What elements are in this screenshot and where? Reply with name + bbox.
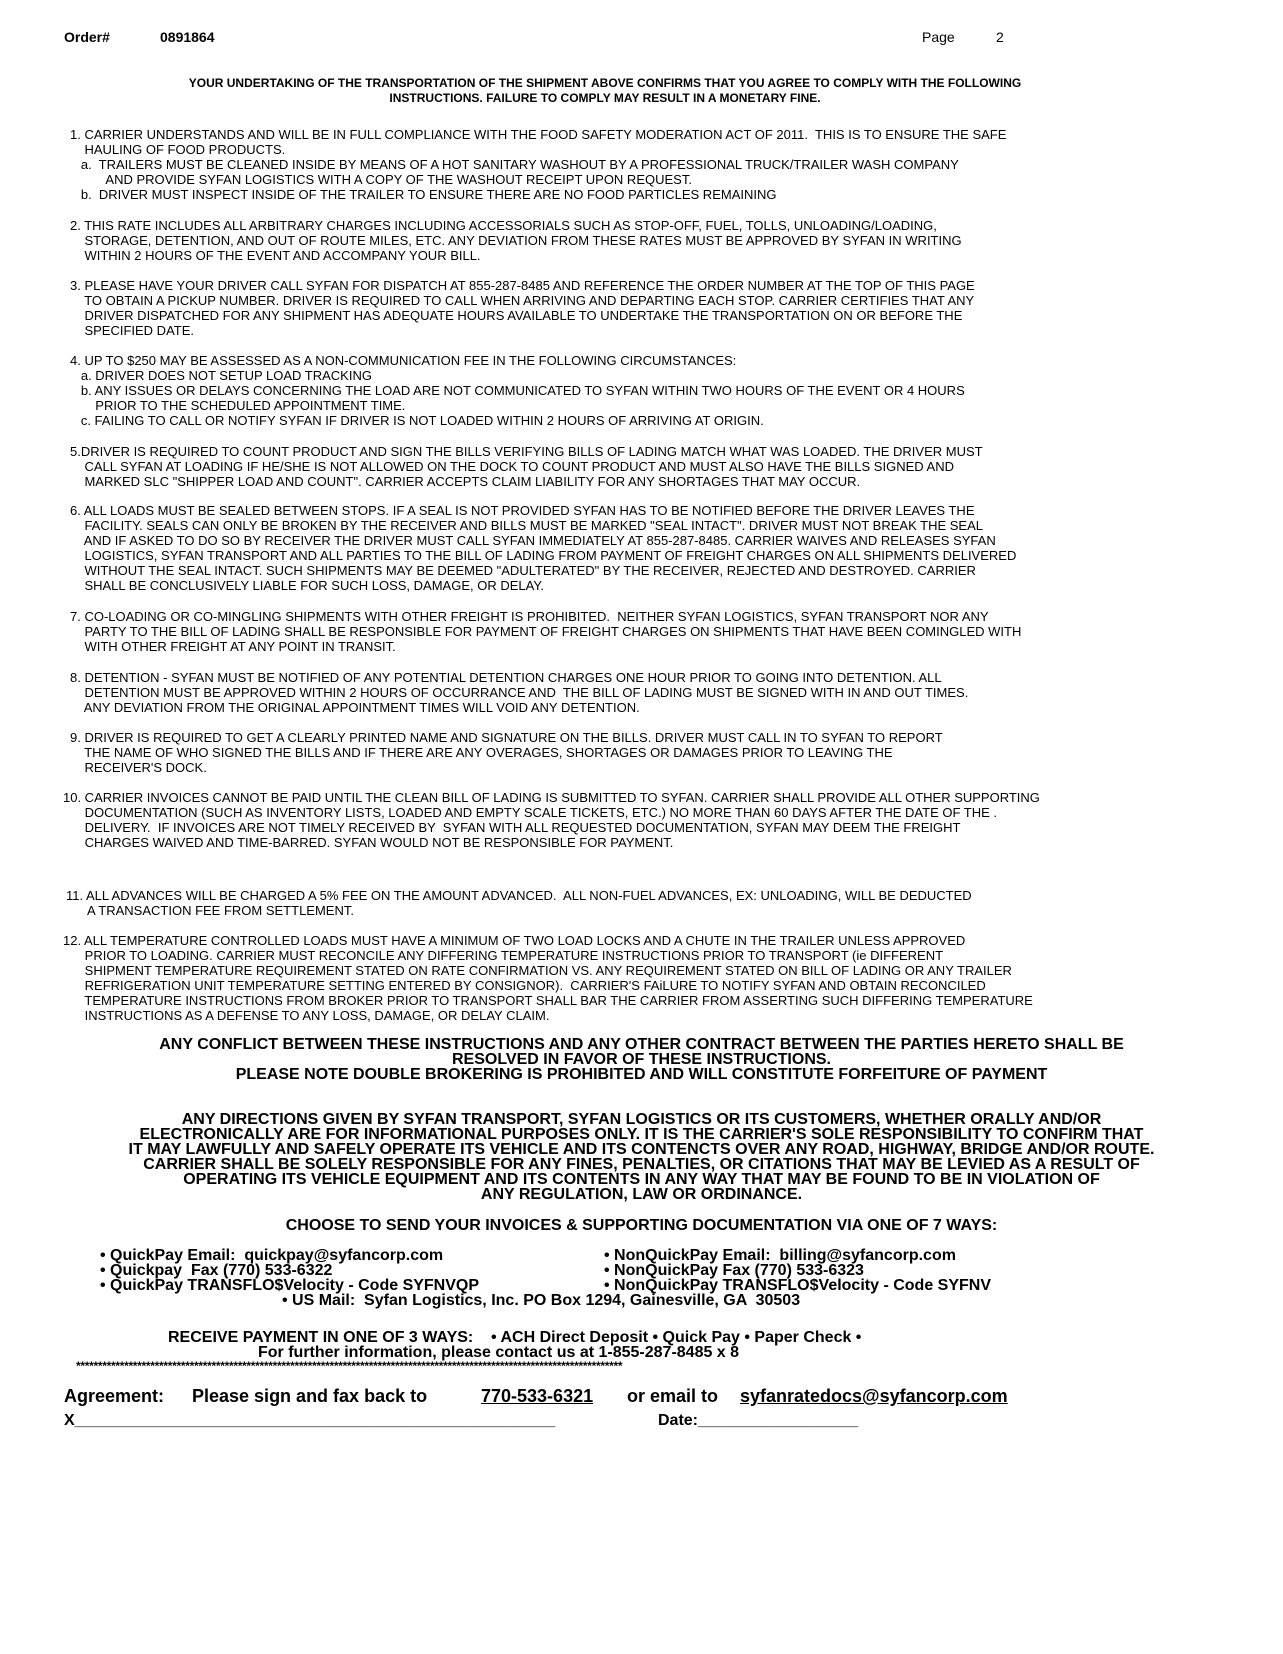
item-1-line: HAULING OF FOOD PRODUCTS. [70, 142, 286, 157]
item-10-line: 10. CARRIER INVOICES CANNOT BE PAID UNTIL THE CLEAN BILL OF LADING IS SUBMITTED TO SYFAN. CARRIER SHALL PROVIDE ALL OTHER SUPPORTING [63, 790, 1040, 805]
item-6-line: AND IF ASKED TO DO SO BY RECEIVER THE DRIVER MUST CALL SYFAN IMMEDIATELY AT 855-287-8485. CARRIER WAIVES AND RELEASES SYFAN [70, 533, 996, 548]
directions-notice-line: IT MAY LAWFULLY AND SAFELY OPERATE ITS VEHICLE AND ITS CONTENCTS OVER ANY ROAD, HIGHWAY, BRIDGE AND/OR ROUTE. [128, 1141, 1155, 1158]
directions-notice-line: ELECTRONICALLY ARE FOR INFORMATIONAL PURPOSES ONLY. IT IS THE CARRIER'S SOLE RESPONSIBILITY TO CONFIRM THAT [139, 1126, 1144, 1143]
item-1-line: b. DRIVER MUST INSPECT INSIDE OF THE TRAILER TO ENSURE THERE ARE NO FOOD PARTICLES REMAINING [70, 187, 777, 202]
item-6-line: LOGISTICS, SYFAN TRANSPORT AND ALL PARTIES TO THE BILL OF LADING FROM PAYMENT OF FREIGHT CHARGES ON ALL SHIPMENTS DELIVERED [70, 548, 1017, 563]
directions-notice-line: ANY REGULATION, LAW OR ORDINANCE. [480, 1186, 803, 1203]
item-9-line: 9. DRIVER IS REQUIRED TO GET A CLEARLY PRINTED NAME AND SIGNATURE ON THE BILLS. DRIVER MUST CALL IN TO SYFAN TO REPORT [70, 730, 943, 745]
item-2-line: WITHIN 2 HOURS OF THE EVENT AND ACCOMPANY YOUR BILL. [70, 248, 481, 263]
directions-notice-line: ANY DIRECTIONS GIVEN BY SYFAN TRANSPORT, SYFAN LOGISTICS OR ITS CUSTOMERS, WHETHER ORALLY AND/OR [181, 1111, 1102, 1128]
directions-notice-line: OPERATING ITS VEHICLE EQUIPMENT AND ITS CONTENTS IN ANY WAY THAT MAY BE FOUND TO BE IN VIOLATION OF [183, 1171, 1100, 1188]
item-12-line: PRIOR TO LOADING. CARRIER MUST RECONCILE ANY DIFFERING TEMPERATURE INSTRUCTIONS PRIOR TO TRANSPORT (ie DIFFERENT [63, 948, 944, 963]
item-5-line: CALL SYFAN AT LOADING IF HE/SHE IS NOT ALLOWED ON THE DOCK TO COUNT PRODUCT AND MUST ALSO HAVE THE BILLS SIGNED AND [70, 459, 954, 474]
item-11-line: 11. ALL ADVANCES WILL BE CHARGED A 5% FEE ON THE AMOUNT ADVANCED. ALL NON-FUEL ADVANCES, EX: UNLOADING, WILL BE DEDUCTED [66, 888, 972, 903]
item-10-line: DOCUMENTATION (SUCH AS INVENTORY LISTS, LOADED AND EMPTY SCALE TICKETS, ETC.) NO MORE THAN 60 DAYS AFTER THE DATE OF THE . [63, 805, 998, 820]
intro-line: YOUR UNDERTAKING OF THE TRANSPORTATION OF THE SHIPMENT ABOVE CONFIRMS THAT YOU AGREE TO COMPLY WITH THE FOLLOWING [188, 76, 1022, 90]
intro-line: INSTRUCTIONS. FAILURE TO COMPLY MAY RESULT IN A MONETARY FINE. [389, 91, 821, 105]
item-12-line: INSTRUCTIONS AS A DEFENSE TO ANY LOSS, DAMAGE, OR DELAY CLAIM. [63, 1008, 550, 1023]
item-6-line: WITHOUT THE SEAL INTACT. SUCH SHIPMENTS MAY BE DEEMED "ADULTERATED" BY THE RECEIVER, REJECTED AND DESTROYED. CARRIER [70, 563, 976, 578]
item-9-line: THE NAME OF WHO SIGNED THE BILLS AND IF THERE ARE ANY OVERAGES, SHORTAGES OR DAMAGES PRIOR TO LEAVING THE [70, 745, 893, 760]
directions-notice-line: CARRIER SHALL BE SOLELY RESPONSIBLE FOR ANY FINES, PENALTIES, OR CITATIONS THAT MAY BE LEVIED AS A RESULT OF [143, 1156, 1140, 1173]
quickpay-transflo: • QuickPay TRANSFLO$Velocity - Code SYFNVQP [100, 1277, 480, 1294]
item-12-line: SHIPMENT TEMPERATURE REQUIREMENT STATED ON RATE CONFIRMATION VS. ANY REQUIREMENT STATED ON BILL OF LADING OR ANY TRAILER [63, 963, 1012, 978]
item-6-line: SHALL BE CONCLUSIVELY LIABLE FOR SUCH LOSS, DAMAGE, OR DELAY. [70, 578, 544, 593]
item-12-line: TEMPERATURE INSTRUCTIONS FROM BROKER PRIOR TO TRANSPORT SHALL BAR THE CARRIER FROM ASSERTING SUCH DIFFERING TEMPERATURE [63, 993, 1033, 1008]
order-label: Order# [64, 29, 110, 45]
page-number: 2 [996, 29, 1004, 45]
item-10-line: DELIVERY. IF INVOICES ARE NOT TIMELY RECEIVED BY SYFAN WITH ALL REQUESTED DOCUMENTATION, SYFAN MAY DEEM THE FREIGHT [63, 820, 961, 835]
item-3-line: SPECIFIED DATE. [70, 323, 195, 338]
us-mail-address: • US Mail: Syfan Logistics, Inc. PO Box 1294, Gainesville, GA 30503 [282, 1292, 801, 1309]
agreement-label: Agreement: [64, 1386, 165, 1406]
conflict-notice-line: ANY CONFLICT BETWEEN THESE INSTRUCTIONS AND ANY OTHER CONTRACT BETWEEN THE PARTIES HERETO SHALL BE [159, 1036, 1124, 1053]
item-8-line: 8. DETENTION - SYFAN MUST BE NOTIFIED OF ANY POTENTIAL DETENTION CHARGES ONE HOUR PRIOR TO GOING INTO DETENTION. ALL [70, 670, 942, 685]
item-6-line: 6. ALL LOADS MUST BE SEALED BETWEEN STOPS. IF A SEAL IS NOT PROVIDED SYFAN HAS TO BE NOTIFIED BEFORE THE DRIVER LEAVES THE [70, 503, 975, 518]
item-4-line: c. FAILING TO CALL OR NOTIFY SYFAN IF DRIVER IS NOT LOADED WITHIN 2 HOURS OF ARRIVING AT ORIGIN. [70, 413, 764, 428]
agreement-instruction: Please sign and fax back to [192, 1386, 428, 1406]
item-5-line: 5.DRIVER IS REQUIRED TO COUNT PRODUCT AND SIGN THE BILLS VERIFYING BILLS OF LADING MATCH WHAT WAS LOADED. THE DRIVER MUST [70, 444, 983, 459]
date-line[interactable]: Date:__________________ [658, 1412, 859, 1429]
double-brokering-notice: PLEASE NOTE DOUBLE BROKERING IS PROHIBITED AND WILL CONSTITUTE FORFEITURE OF PAYMENT [235, 1066, 1048, 1083]
payment-options: RECEIVE PAYMENT IN ONE OF 3 WAYS: • ACH Direct Deposit • Quick Pay • Paper Check • [168, 1329, 862, 1346]
page-label: Page [922, 29, 955, 45]
item-9-line: RECEIVER'S DOCK. [70, 760, 207, 775]
item-7-line: 7. CO-LOADING OR CO-MINGLING SHIPMENTS WITH OTHER FREIGHT IS PROHIBITED. NEITHER SYFAN LOGISTICS, SYFAN TRANSPORT NOR ANY [70, 609, 989, 624]
item-4-line: a. DRIVER DOES NOT SETUP LOAD TRACKING [70, 368, 372, 383]
item-1-line: a. TRAILERS MUST BE CLEANED INSIDE BY MEANS OF A HOT SANITARY WASHOUT BY A PROFESSIONAL TRUCK/TRAILER WASH COMPANY [70, 157, 959, 172]
item-2-line: STORAGE, DETENTION, AND OUT OF ROUTE MILES, ETC. ANY DEVIATION FROM THESE RATES MUST BE APPROVED BY SYFAN IN WRITING [70, 233, 962, 248]
item-4-line: b. ANY ISSUES OR DELAYS CONCERNING THE LOAD ARE NOT COMMUNICATED TO SYFAN WITHIN TWO HOURS OF THE EVENT OR 4 HOURS [70, 383, 965, 398]
nonquickpay-fax: • NonQuickPay Fax (770) 533-6323 [604, 1262, 864, 1279]
or-email-label: or email to [627, 1386, 719, 1406]
item-7-line: PARTY TO THE BILL OF LADING SHALL BE RESPONSIBLE FOR PAYMENT OF FREIGHT CHARGES ON SHIPMENTS THAT HAVE BEEN COMINGLED WITH [70, 624, 1022, 639]
item-3-line: 3. PLEASE HAVE YOUR DRIVER CALL SYFAN FOR DISPATCH AT 855-287-8485 AND REFERENCE THE ORDER NUMBER AT THE TOP OF THIS PAGE [70, 278, 975, 293]
quickpay-fax: • Quickpay Fax (770) 533-6322 [100, 1262, 333, 1279]
item-3-line: DRIVER DISPATCHED FOR ANY SHIPMENT HAS ADEQUATE HOURS AVAILABLE TO UNDERTAKE THE TRANSPORTATION ON OR BEFORE THE [70, 308, 963, 323]
item-3-line: TO OBTAIN A PICKUP NUMBER. DRIVER IS REQUIRED TO CALL WHEN ARRIVING AND DEPARTING EACH STOP. CARRIER CERTIFIES THAT ANY [70, 293, 975, 308]
item-12-line: 12. ALL TEMPERATURE CONTROLLED LOADS MUST HAVE A MINIMUM OF TWO LOAD LOCKS AND A CHUTE IN THE TRAILER UNLESS APPROVED [63, 933, 966, 948]
email-link[interactable]: syfanratedocs@syfancorp.com [740, 1386, 1008, 1406]
nonquickpay-email: • NonQuickPay Email: billing@syfancorp.com [604, 1247, 956, 1264]
item-2-line: 2. THIS RATE INCLUDES ALL ARBITRARY CHARGES INCLUDING ACCESSORIALS SUCH AS STOP-OFF, FUEL, TOLLS, UNLOADING/LOADING, [70, 218, 937, 233]
item-4-line: PRIOR TO THE SCHEDULED APPOINTMENT TIME. [70, 398, 406, 413]
item-8-line: ANY DEVIATION FROM THE ORIGINAL APPOINTMENT TIMES WILL VOID ANY DETENTION. [70, 700, 640, 715]
item-1-line: AND PROVIDE SYFAN LOGISTICS WITH A COPY OF THE WASHOUT RECEIPT UPON REQUEST. [70, 172, 692, 187]
item-6-line: FACILITY. SEALS CAN ONLY BE BROKEN BY THE RECEIVER AND BILLS MUST BE MARKED "SEAL INTACT". DRIVER MUST NOT BREAK THE SEAL [70, 518, 983, 533]
item-1-line: 1. CARRIER UNDERSTANDS AND WILL BE IN FULL COMPLIANCE WITH THE FOOD SAFETY MODERATION ACT OF 2011. THIS IS TO ENSURE THE SAFE [70, 127, 1007, 142]
quickpay-email: • QuickPay Email: quickpay@syfancorp.com [100, 1247, 444, 1264]
asterisk-divider: ***************************************************************************************************************************** [76, 1359, 623, 1373]
item-12-line: REFRIGERATION UNIT TEMPERATURE SETTING ENTERED BY CONSIGNOR). CARRIER'S FAiLURE TO NOTIFY SYFAN AND OBTAIN RECONCILED [63, 978, 986, 993]
signature-line[interactable]: X______________________________________________________ [64, 1412, 556, 1429]
item-11-line: A TRANSACTION FEE FROM SETTLEMENT. [66, 903, 354, 918]
fax-number-link[interactable]: 770-533-6321 [481, 1386, 594, 1406]
order-number: 0891864 [160, 29, 215, 45]
item-7-line: WITH OTHER FREIGHT AT ANY POINT IN TRANSIT. [70, 639, 396, 654]
item-8-line: DETENTION MUST BE APPROVED WITHIN 2 HOURS OF OCCURRANCE AND THE BILL OF LADING MUST BE SIGNED WITH IN AND OUT TIMES. [70, 685, 969, 700]
item-10-line: CHARGES WAIVED AND TIME-BARRED. SYFAN WOULD NOT BE RESPONSIBLE FOR PAYMENT. [63, 835, 674, 850]
contact-info: For further information, please contact us at 1-855-287-8485 x 8 [258, 1344, 740, 1361]
conflict-notice-line: RESOLVED IN FAVOR OF THESE INSTRUCTIONS. [452, 1051, 831, 1068]
invoices-heading: CHOOSE TO SEND YOUR INVOICES & SUPPORTING DOCUMENTATION VIA ONE OF 7 WAYS: [285, 1217, 998, 1234]
item-5-line: MARKED SLC "SHIPPER LOAD AND COUNT". CARRIER ACCEPTS CLAIM LIABILITY FOR ANY SHORTAGES THAT MAY OCCUR. [70, 474, 861, 489]
item-4-line: 4. UP TO $250 MAY BE ASSESSED AS A NON-COMMUNICATION FEE IN THE FOLLOWING CIRCUMSTANCES: [70, 353, 737, 368]
nonquickpay-transflo: • NonQuickPay TRANSFLO$Velocity - Code SYFNV [604, 1277, 992, 1294]
